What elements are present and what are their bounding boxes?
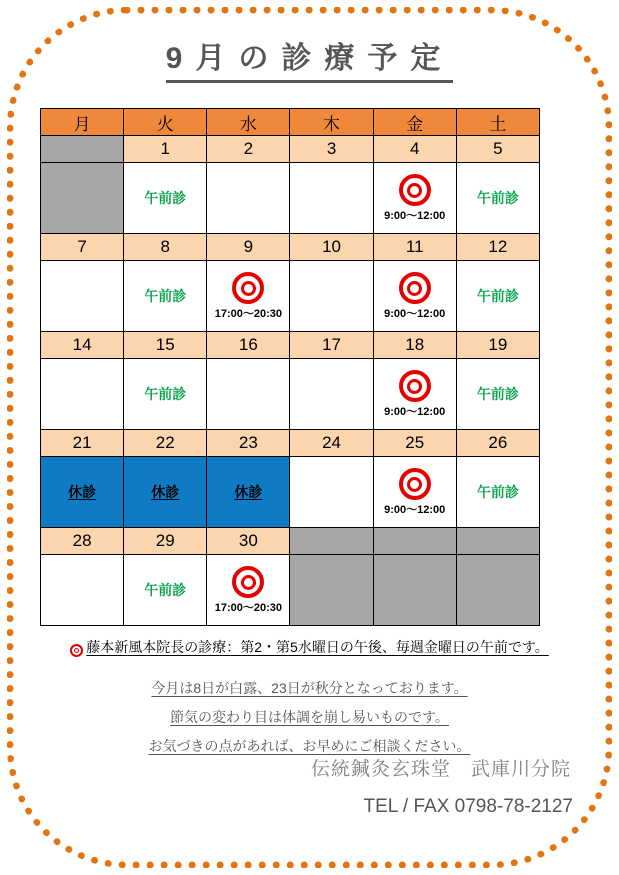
schedule-cell [290, 261, 373, 332]
schedule-cell [290, 457, 373, 528]
schedule-cell [207, 457, 290, 528]
schedule-cell [124, 359, 207, 430]
date-cell: 2 [207, 136, 290, 163]
date-cell: 21 [41, 430, 124, 457]
double-circle-icon-inner [241, 281, 256, 296]
date-row [41, 136, 540, 163]
closed-label: 休診 [68, 484, 97, 500]
date-cell [373, 528, 456, 555]
double-circle-icon-inner [407, 281, 422, 296]
date-row [41, 430, 540, 457]
double-circle-icon [232, 566, 264, 598]
morning-clinic-label: 午前診 [144, 190, 187, 206]
schedule-cell [124, 457, 207, 528]
double-circle-icon [399, 468, 431, 500]
double-circle-icon [232, 272, 264, 304]
weekday-header: 土 [456, 109, 539, 136]
morning-clinic-label: 午前診 [476, 386, 519, 402]
date-cell [41, 136, 124, 163]
schedule-cell [456, 261, 539, 332]
schedule-cell [290, 359, 373, 430]
schedule-cell [373, 359, 456, 430]
schedule-row [41, 163, 540, 234]
double-circle-icon-inner [407, 477, 422, 492]
schedule-cell [290, 555, 373, 626]
date-cell: 19 [456, 332, 539, 359]
morning-clinic-label: 午前診 [476, 484, 519, 500]
seasonal-note-text: 今月は8日が白露、23日が秋分となっております。 [151, 680, 468, 696]
seasonal-note-line [0, 707, 619, 727]
schedule-cell [41, 261, 124, 332]
special-clinic-entry [374, 359, 456, 429]
schedule-row [41, 359, 540, 430]
special-clinic-entry [374, 457, 456, 527]
date-cell: 14 [41, 332, 124, 359]
date-cell: 18 [373, 332, 456, 359]
morning-clinic-label: 午前診 [476, 190, 519, 206]
schedule-cell [41, 163, 124, 234]
seasonal-notes [0, 678, 619, 765]
date-cell: 3 [290, 136, 373, 163]
date-cell: 29 [124, 528, 207, 555]
weekday-header: 月 [41, 109, 124, 136]
double-circle-icon-inner [407, 183, 422, 198]
schedule-cell [290, 163, 373, 234]
date-row [41, 234, 540, 261]
date-cell: 8 [124, 234, 207, 261]
seasonal-note-line [0, 678, 619, 698]
date-cell: 9 [207, 234, 290, 261]
morning-clinic-label: 午前診 [476, 288, 519, 304]
schedule-cell [41, 457, 124, 528]
clinic-time-label: 17:00～20:30 [214, 308, 283, 320]
schedule-row [41, 457, 540, 528]
seasonal-note-text: 節気の変わり目は体調を崩し易いものです。 [170, 709, 449, 725]
schedule-cell [41, 359, 124, 430]
date-cell: 24 [290, 430, 373, 457]
schedule-cell [373, 457, 456, 528]
closed-label: 休診 [234, 484, 263, 500]
date-cell: 15 [124, 332, 207, 359]
date-cell: 11 [373, 234, 456, 261]
date-cell: 7 [41, 234, 124, 261]
date-cell: 4 [373, 136, 456, 163]
schedule-cell [207, 261, 290, 332]
schedule-cell [373, 555, 456, 626]
clinic-name: 伝統鍼灸玄珠堂 武庫川分院 [310, 759, 571, 780]
schedule-cell [124, 261, 207, 332]
morning-clinic-label: 午前診 [144, 582, 187, 598]
title-wrap [0, 33, 619, 83]
page-title: 9月の診療予定 [166, 33, 454, 83]
schedule-row [41, 261, 540, 332]
schedule-cell [456, 163, 539, 234]
weekday-header: 火 [124, 109, 207, 136]
double-circle-icon-inner [74, 648, 79, 653]
clinic-time-label: 9:00～12:00 [384, 406, 446, 418]
date-cell: 10 [290, 234, 373, 261]
special-clinic-entry [207, 261, 289, 331]
date-row [41, 528, 540, 555]
date-cell: 23 [207, 430, 290, 457]
schedule-cell [207, 359, 290, 430]
clinic-time-label: 9:00～12:00 [384, 504, 446, 516]
double-circle-icon [399, 370, 431, 402]
date-cell: 25 [373, 430, 456, 457]
date-row [41, 332, 540, 359]
date-cell: 22 [124, 430, 207, 457]
schedule-cell [124, 555, 207, 626]
clinic-time-label: 9:00～12:00 [384, 210, 446, 222]
date-cell: 16 [207, 332, 290, 359]
schedule-cell [207, 163, 290, 234]
weekday-header: 木 [290, 109, 373, 136]
schedule-cell [41, 555, 124, 626]
doctor-note [0, 637, 619, 657]
double-circle-icon-inner [407, 379, 422, 394]
schedule-cell [456, 555, 539, 626]
schedule-row [41, 555, 540, 626]
weekday-header-row [41, 109, 540, 136]
double-circle-icon-inner [241, 575, 256, 590]
date-cell: 1 [124, 136, 207, 163]
date-cell [456, 528, 539, 555]
date-cell [290, 528, 373, 555]
schedule-cell [456, 359, 539, 430]
double-circle-icon [70, 644, 83, 657]
schedule-cell [456, 457, 539, 528]
clinic-time-label: 9:00～12:00 [384, 308, 446, 320]
morning-clinic-label: 午前診 [144, 386, 187, 402]
closed-label: 休診 [151, 484, 180, 500]
double-circle-icon [399, 272, 431, 304]
date-cell: 28 [41, 528, 124, 555]
schedule-cell [207, 555, 290, 626]
special-clinic-entry [374, 163, 456, 233]
date-cell: 5 [456, 136, 539, 163]
date-cell: 12 [456, 234, 539, 261]
clinic-time-label: 17:00～20:30 [214, 602, 283, 614]
schedule-cell [124, 163, 207, 234]
weekday-header: 水 [207, 109, 290, 136]
date-cell: 26 [456, 430, 539, 457]
weekday-header: 金 [373, 109, 456, 136]
schedule-cell [373, 163, 456, 234]
seasonal-note-text: お気づきの点があれば、お早めにご相談ください。 [148, 738, 471, 754]
schedule-cell [373, 261, 456, 332]
special-clinic-entry [207, 555, 289, 625]
morning-clinic-label: 午前診 [144, 288, 187, 304]
tel-fax: TEL / FAX 0798-78-2127 [363, 796, 573, 817]
double-circle-icon [399, 174, 431, 206]
doctor-note-text: 藤本新風本院長の診療：第2・第5水曜日の午後、毎週金曜日の午前です。 [86, 639, 549, 655]
special-clinic-entry [374, 261, 456, 331]
seasonal-note-line [0, 736, 619, 756]
schedule-calendar-table [40, 108, 540, 626]
date-cell: 17 [290, 332, 373, 359]
date-cell: 30 [207, 528, 290, 555]
